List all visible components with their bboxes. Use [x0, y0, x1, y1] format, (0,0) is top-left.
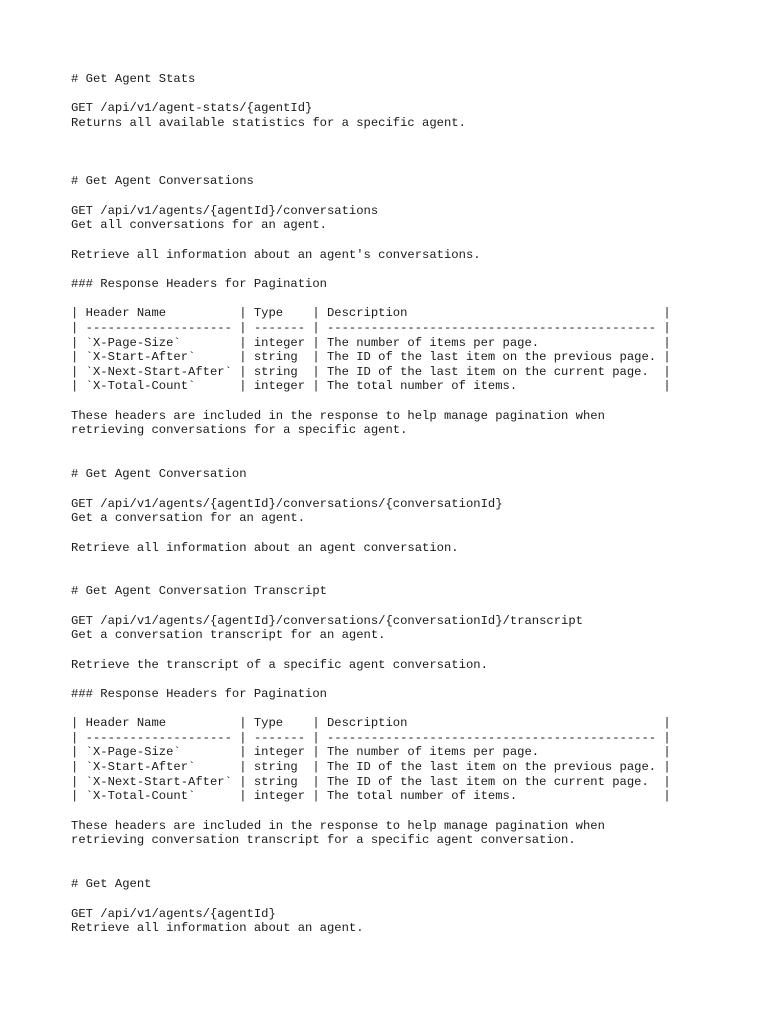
pagination-note: retrieving conversations for a specific agent.: [71, 423, 408, 438]
blank-line: [71, 394, 761, 409]
blank-line: [71, 262, 761, 277]
blank-line: [71, 160, 761, 175]
heading-agent-stats: # Get Agent Stats: [71, 72, 196, 86]
description-agent-conversation: Retrieve all information about an agent conversation.: [71, 540, 459, 555]
summary-get-agent: Retrieve all information about an agent.: [71, 921, 364, 936]
table-row: | `X-Page-Size` | integer | The number of items per page. |: [71, 335, 671, 350]
blank-line: [71, 643, 761, 658]
blank-line: [71, 233, 761, 248]
heading-agent-conversation: # Get Agent Conversation: [71, 467, 247, 482]
blank-line: [71, 189, 761, 204]
subheading-pagination-headers: ### Response Headers for Pagination: [71, 686, 327, 701]
endpoint-agent-stats: GET /api/v1/agent-stats/{agentId}: [71, 101, 313, 116]
blank-line: [71, 292, 761, 307]
endpoint-agent-conversation: GET /api/v1/agents/{agentId}/conversations/{conversationId}: [71, 496, 503, 511]
blank-line: [71, 848, 761, 863]
table-row: | `X-Page-Size` | integer | The number of items per page. |: [71, 745, 671, 760]
pagination-note: retrieving conversation transcript for a specific agent conversation.: [71, 833, 576, 848]
blank-line: [71, 702, 761, 717]
table-separator-row: | -------------------- | ------- | --------------------------------------------- |: [71, 730, 671, 745]
blank-line: [71, 87, 761, 102]
blank-line: [71, 131, 761, 146]
description-agent-conversations: Retrieve all information about an agent's conversations.: [71, 247, 481, 262]
pagination-note: These headers are included in the response to help manage pagination when: [71, 408, 605, 423]
blank-line: [71, 672, 761, 687]
table-header-row: | Header Name | Type | Description |: [71, 716, 671, 731]
endpoint-get-agent: GET /api/v1/agents/{agentId}: [71, 906, 276, 921]
blank-line: [71, 145, 761, 160]
blank-line: [71, 482, 761, 497]
blank-line: [71, 804, 761, 819]
table-row: | `X-Next-Start-After` | string | The ID of the last item on the current page. |: [71, 774, 671, 789]
blank-line: [71, 599, 761, 614]
endpoint-agent-conversations: GET /api/v1/agents/{agentId}/conversations: [71, 203, 379, 218]
endpoint-conversation-transcript: GET /api/v1/agents/{agentId}/conversations/{conversationId}/transcript: [71, 613, 583, 628]
table-row: | `X-Total-Count` | integer | The total number of items. |: [71, 789, 671, 804]
description-conversation-transcript: Retrieve the transcript of a specific agent conversation.: [71, 657, 488, 672]
heading-get-agent: # Get Agent: [71, 877, 152, 892]
pagination-note: These headers are included in the response to help manage pagination when: [71, 818, 605, 833]
blank-line: [71, 438, 761, 453]
heading-agent-conversations: # Get Agent Conversations: [71, 174, 254, 189]
table-separator-row: | -------------------- | ------- | --------------------------------------------- |: [71, 320, 671, 335]
table-row: | `X-Start-After` | string | The ID of the last item on the previous page. |: [71, 350, 671, 365]
blank-line: [71, 453, 761, 468]
heading-conversation-transcript: # Get Agent Conversation Transcript: [71, 584, 327, 599]
table-header-row: | Header Name | Type | Description |: [71, 306, 671, 321]
document-body: [71, 72, 761, 936]
summary-agent-conversations: Get all conversations for an agent.: [71, 218, 327, 233]
subheading-pagination-headers: ### Response Headers for Pagination: [71, 276, 327, 291]
table-row: | `X-Total-Count` | integer | The total number of items. |: [71, 379, 671, 394]
table-row: | `X-Next-Start-After` | string | The ID of the last item on the current page. |: [71, 364, 671, 379]
summary-agent-conversation: Get a conversation for an agent.: [71, 511, 306, 526]
summary-agent-stats: Returns all available statistics for a specific agent.: [71, 115, 466, 130]
blank-line: [71, 570, 761, 585]
blank-line: [71, 526, 761, 541]
blank-line: [71, 863, 761, 878]
table-row: | `X-Start-After` | string | The ID of the last item on the previous page. |: [71, 760, 671, 775]
blank-line: [71, 892, 761, 907]
summary-conversation-transcript: Get a conversation transcript for an agent.: [71, 628, 386, 643]
blank-line: [71, 555, 761, 570]
